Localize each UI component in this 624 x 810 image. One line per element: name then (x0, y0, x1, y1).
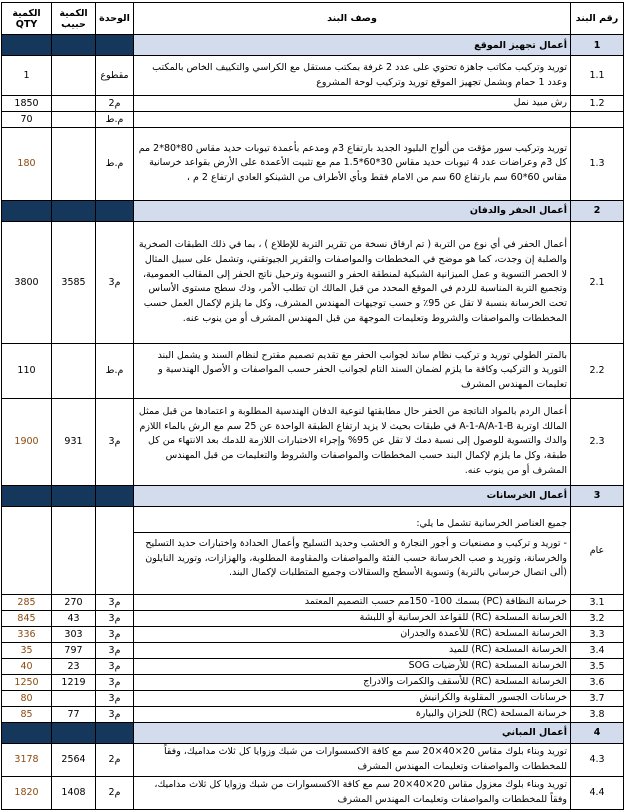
unit-cell: م2 (96, 743, 134, 776)
table-row (2, 690, 624, 706)
item-number-cell: 4.4 (571, 776, 624, 809)
table-row (2, 706, 624, 722)
habib-cell: 43 (52, 610, 96, 626)
qty-cell: 845 (2, 610, 52, 626)
section-bar (52, 35, 96, 56)
unit-cell: م.ط (96, 343, 134, 398)
section-title: أعمال المباني (134, 722, 571, 743)
qty-cell: 1900 (2, 398, 52, 485)
habib-cell: 23 (52, 658, 96, 674)
description-cell (134, 111, 571, 127)
table-row (2, 776, 624, 809)
table-row (2, 111, 624, 127)
boq-table (1, 2, 624, 810)
qty-cell: 180 (2, 127, 52, 200)
section-bar (2, 200, 52, 221)
qty-cell: 336 (2, 626, 52, 642)
header-qty: الكمية QTY (2, 3, 52, 35)
header-habib: الكمية حبيب (52, 3, 96, 35)
item-number-cell: 3.7 (571, 690, 624, 706)
unit-cell: م3 (96, 642, 134, 658)
general-item-number: عام (571, 506, 624, 594)
item-number-cell: 2.2 (571, 343, 624, 398)
item-number-cell: 1.2 (571, 96, 624, 112)
unit-cell: م3 (96, 221, 134, 343)
section-bar (96, 485, 134, 506)
unit-cell: م3 (96, 594, 134, 610)
qty-cell: 1 (2, 56, 52, 96)
table-row (2, 56, 624, 96)
table-row (2, 594, 624, 610)
qty-cell: 40 (2, 658, 52, 674)
qty-cell: 35 (2, 642, 52, 658)
table-row (2, 626, 624, 642)
description-cell: خرسانات الجسور المقلوبة والكرانيش (134, 690, 571, 706)
section-number: 1 (571, 35, 624, 56)
item-number-cell: 2.1 (571, 221, 624, 343)
habib-cell: 1219 (52, 674, 96, 690)
section-number: 3 (571, 485, 624, 506)
item-number-cell: 3.3 (571, 626, 624, 642)
unit-cell: م3 (96, 610, 134, 626)
section-header-row (2, 200, 624, 221)
section-bar (52, 200, 96, 221)
qty-cell: 1850 (2, 96, 52, 112)
description-cell: توريد وبناء بلوك معزول مقاس 20×40×20 سم مع كافة الاكسسوارات من شبك وزوايا كل ثلاث مداميك، وفقاً للمخططات والمواصفات وتعليمات المهندس المشرف (134, 776, 571, 809)
section-bar (2, 722, 52, 743)
habib-cell: 77 (52, 706, 96, 722)
section-title: أعمال الحفر والدفان (134, 200, 571, 221)
item-number-cell: 3.5 (571, 658, 624, 674)
header-item-number: رقم البند (571, 3, 624, 35)
habib-cell: 1408 (52, 776, 96, 809)
section-bar (2, 35, 52, 56)
description-cell: الخرسانة المسلحة (RC) للأرضيات SOG (134, 658, 571, 674)
item-number-cell: 3.8 (571, 706, 624, 722)
qty-cell: 70 (2, 111, 52, 127)
qty-cell: 1250 (2, 674, 52, 690)
qty-cell: 110 (2, 343, 52, 398)
description-cell: توريد وتركيب مكاتب جاهزة تحتوي على عدد 2 غرفة بمكتب مستقل مع الكراسي والتكييف الخاص بالمكتب وعدد 1 حمام وبشمل تجهيز الموقع توريد وتركيب لوحة المشروع (134, 56, 571, 96)
qty-cell: 3178 (2, 743, 52, 776)
qty-cell: 85 (2, 706, 52, 722)
unit-cell: م2 (96, 776, 134, 809)
section-bar (52, 485, 96, 506)
habib-cell: 2564 (52, 743, 96, 776)
header-description: وصف البند (134, 3, 571, 35)
item-number-cell: 1.1 (571, 56, 624, 96)
item-number-cell: 3.2 (571, 610, 624, 626)
unit-cell: مقطوع (96, 56, 134, 96)
section-number: 4 (571, 722, 624, 743)
unit-cell: م3 (96, 690, 134, 706)
general-description (134, 506, 571, 594)
habib-cell: 3585 (52, 221, 96, 343)
section-title: أعمال الخرسانات (134, 485, 571, 506)
header-row (2, 3, 624, 35)
table-row (2, 127, 624, 200)
description-cell: الخرسانة المسلحة (RC) للميد (134, 642, 571, 658)
unit-cell: م.ط (96, 111, 134, 127)
item-number-cell: 3.1 (571, 594, 624, 610)
unit-cell: م2 (96, 96, 134, 112)
item-number-cell: 3.4 (571, 642, 624, 658)
unit-cell: م3 (96, 658, 134, 674)
unit-cell: م.ط (96, 127, 134, 200)
general-notes-row (2, 506, 624, 594)
unit-cell (96, 506, 134, 594)
habib-cell (52, 343, 96, 398)
unit-cell: م3 (96, 626, 134, 642)
habib-cell (52, 506, 96, 594)
section-bar (96, 722, 134, 743)
item-number-cell: 2.3 (571, 398, 624, 485)
section-header-row (2, 722, 624, 743)
description-cell: الخرسانة المسلحة (RC) للقواعد الخرسانية أو اللبشة (134, 610, 571, 626)
habib-cell (52, 96, 96, 112)
general-line-1: جميع العناصر الخرسانية تشمل ما يلي: (134, 517, 570, 533)
description-cell: خرسانة المسلحة (RC) للخزان والبيارة (134, 706, 571, 722)
item-number-cell: 4.3 (571, 743, 624, 776)
description-cell: الخرسانة المسلحة (RC) للأسقف والكمرات والادراج (134, 674, 571, 690)
habib-cell: 797 (52, 642, 96, 658)
table-row (2, 674, 624, 690)
description-cell: توريد وتركيب سور مؤقت من ألواح البليود الجديد بارتفاع 3م ومدعم بأعمدة تيوبات حديد مقاس 80*80*2 مم كل 3م وعراضات عدد 4 تيوبات حديد مقاس 30*60*1.5 مم مع تثبيت الأعمدة على الأرض بقواعد خرسانية مقاس 60*60 سم بارتفاع 60 سم من الامام فقط وبأي الأطراف من الشينكو العادي ارتفاع 2 م ، (134, 127, 571, 200)
table-row (2, 398, 624, 485)
description-cell: أعمال الردم بالمواد الناتجة من الحفر حال مطابقتها لنوعية الدفان الهندسية المطلوبة و اعتمادها من قبل ممثل المالك اوتربة A-1-A/A-1-B في طبقات بحيث لا يزيد ارتفاع الطبقة الواحدة عن 25 سم مع الرش بالماء اللازم والدك والتسوية للوصول إلى نسبة دمك لا تقل عن 95% وإجراء الاختبارات اللازمة للدمك بعد الانتهاء من كل طبقة، وكل ما يلزم لإكمال البند حسب المخططات والمواصفات والشروط والتعليمات من قبل المهندس المشرف أو من ينوب عنه. (134, 398, 571, 485)
habib-cell (52, 111, 96, 127)
general-line-2: - توريد و تركيب و مصنعيات و أجور النجارة و الخشب وحديد التسليح وأعمال الحدادة واختبارات حديد التسليح والخرسانة، وتوريد و صب الخرسانة حسب الفئة والمواصفات والمقاومة المطلوبة، والهزازات، وتوريد النايلون (ألى اتصال خرساني بالتربة) وتسوية الأسطح والسقالات وجميع المتطلبات لإكمال البند. (145, 538, 567, 579)
qty-cell (2, 506, 52, 594)
section-bar (52, 722, 96, 743)
table-row (2, 610, 624, 626)
habib-cell: 303 (52, 626, 96, 642)
unit-cell: م3 (96, 398, 134, 485)
qty-cell: 285 (2, 594, 52, 610)
unit-cell: م3 (96, 706, 134, 722)
habib-cell (52, 127, 96, 200)
description-cell: خرسانة النظافة (PC) بسمك 100- 150مم حسب التصميم المعتمد (134, 594, 571, 610)
item-number-cell: 3.6 (571, 674, 624, 690)
table-row (2, 343, 624, 398)
habib-cell (52, 690, 96, 706)
section-number: 2 (571, 200, 624, 221)
table-row (2, 221, 624, 343)
table-row (2, 743, 624, 776)
qty-cell: 80 (2, 690, 52, 706)
unit-cell: م3 (96, 674, 134, 690)
habib-cell (52, 56, 96, 96)
section-bar (96, 35, 134, 56)
table-row (2, 658, 624, 674)
description-cell: أعمال الحفر في أي نوع من التربة ( تم ارفاق نسخة من تقرير التربة للإطلاع ) ، بما في ذلك الطبقات الصخرية والصلبة إن وجدت، كما هو موضح في المخططات والمواصفات والتقرير الجيوتقني، وتشمل على سبيل المثال لا الحصر التسوية و عمل الميزانية الشبكية لمنطقة الحفر و التسوية وترحيل ناتج الحفر إلى المقالب العمومية، وتجميع التربة المناسبة للردم في الموقع المحدد من قبل المالك ان تطلب الأمر، ودك سطح مستوى الأساس تحت الخرسانة بنسبة لا تقل عن 95٪ و حسب توجيهات المهندس المشرف، وكل ما يلزم لإكمال العمل حسب المخططات والمواصفات والشروط وتعليمات الموجهة من قبل المهندس المشرف أو من ينوب عنه. (134, 221, 571, 343)
section-bar (96, 200, 134, 221)
description-cell: توريد وبناء بلوك مقاس 20×40×20 سم مع كافة الاكسسوارات من شبك وزوايا كل ثلاث مداميك، وفقاً للمخططات والمواصفات وتعليمات المهندس المشرف (134, 743, 571, 776)
qty-cell: 3800 (2, 221, 52, 343)
header-unit: الوحدة (96, 3, 134, 35)
habib-cell: 931 (52, 398, 96, 485)
description-cell: رش مبيد نمل (134, 96, 571, 112)
table-row (2, 642, 624, 658)
section-header-row (2, 485, 624, 506)
section-bar (2, 485, 52, 506)
section-header-row (2, 35, 624, 56)
table-row (2, 96, 624, 112)
section-title: أعمال تجهيز الموقع (134, 35, 571, 56)
qty-cell: 1820 (2, 776, 52, 809)
description-cell: الخرسانة المسلحة (RC) للأعمدة والجدران (134, 626, 571, 642)
item-number-cell: 1.3 (571, 127, 624, 200)
habib-cell: 270 (52, 594, 96, 610)
description-cell: بالمتر الطولي توريد و تركيب نظام ساند لجوانب الحفر مع تقديم تصميم مقترح لنظام السند و يشمل البند التوريد و التركيب وكافة ما يلزم لضمان السند التام لجوانب الحفر حسب المواصفات و الأصول الهندسية و تعليمات المهندس المشرف (134, 343, 571, 398)
item-number-cell (571, 111, 624, 127)
